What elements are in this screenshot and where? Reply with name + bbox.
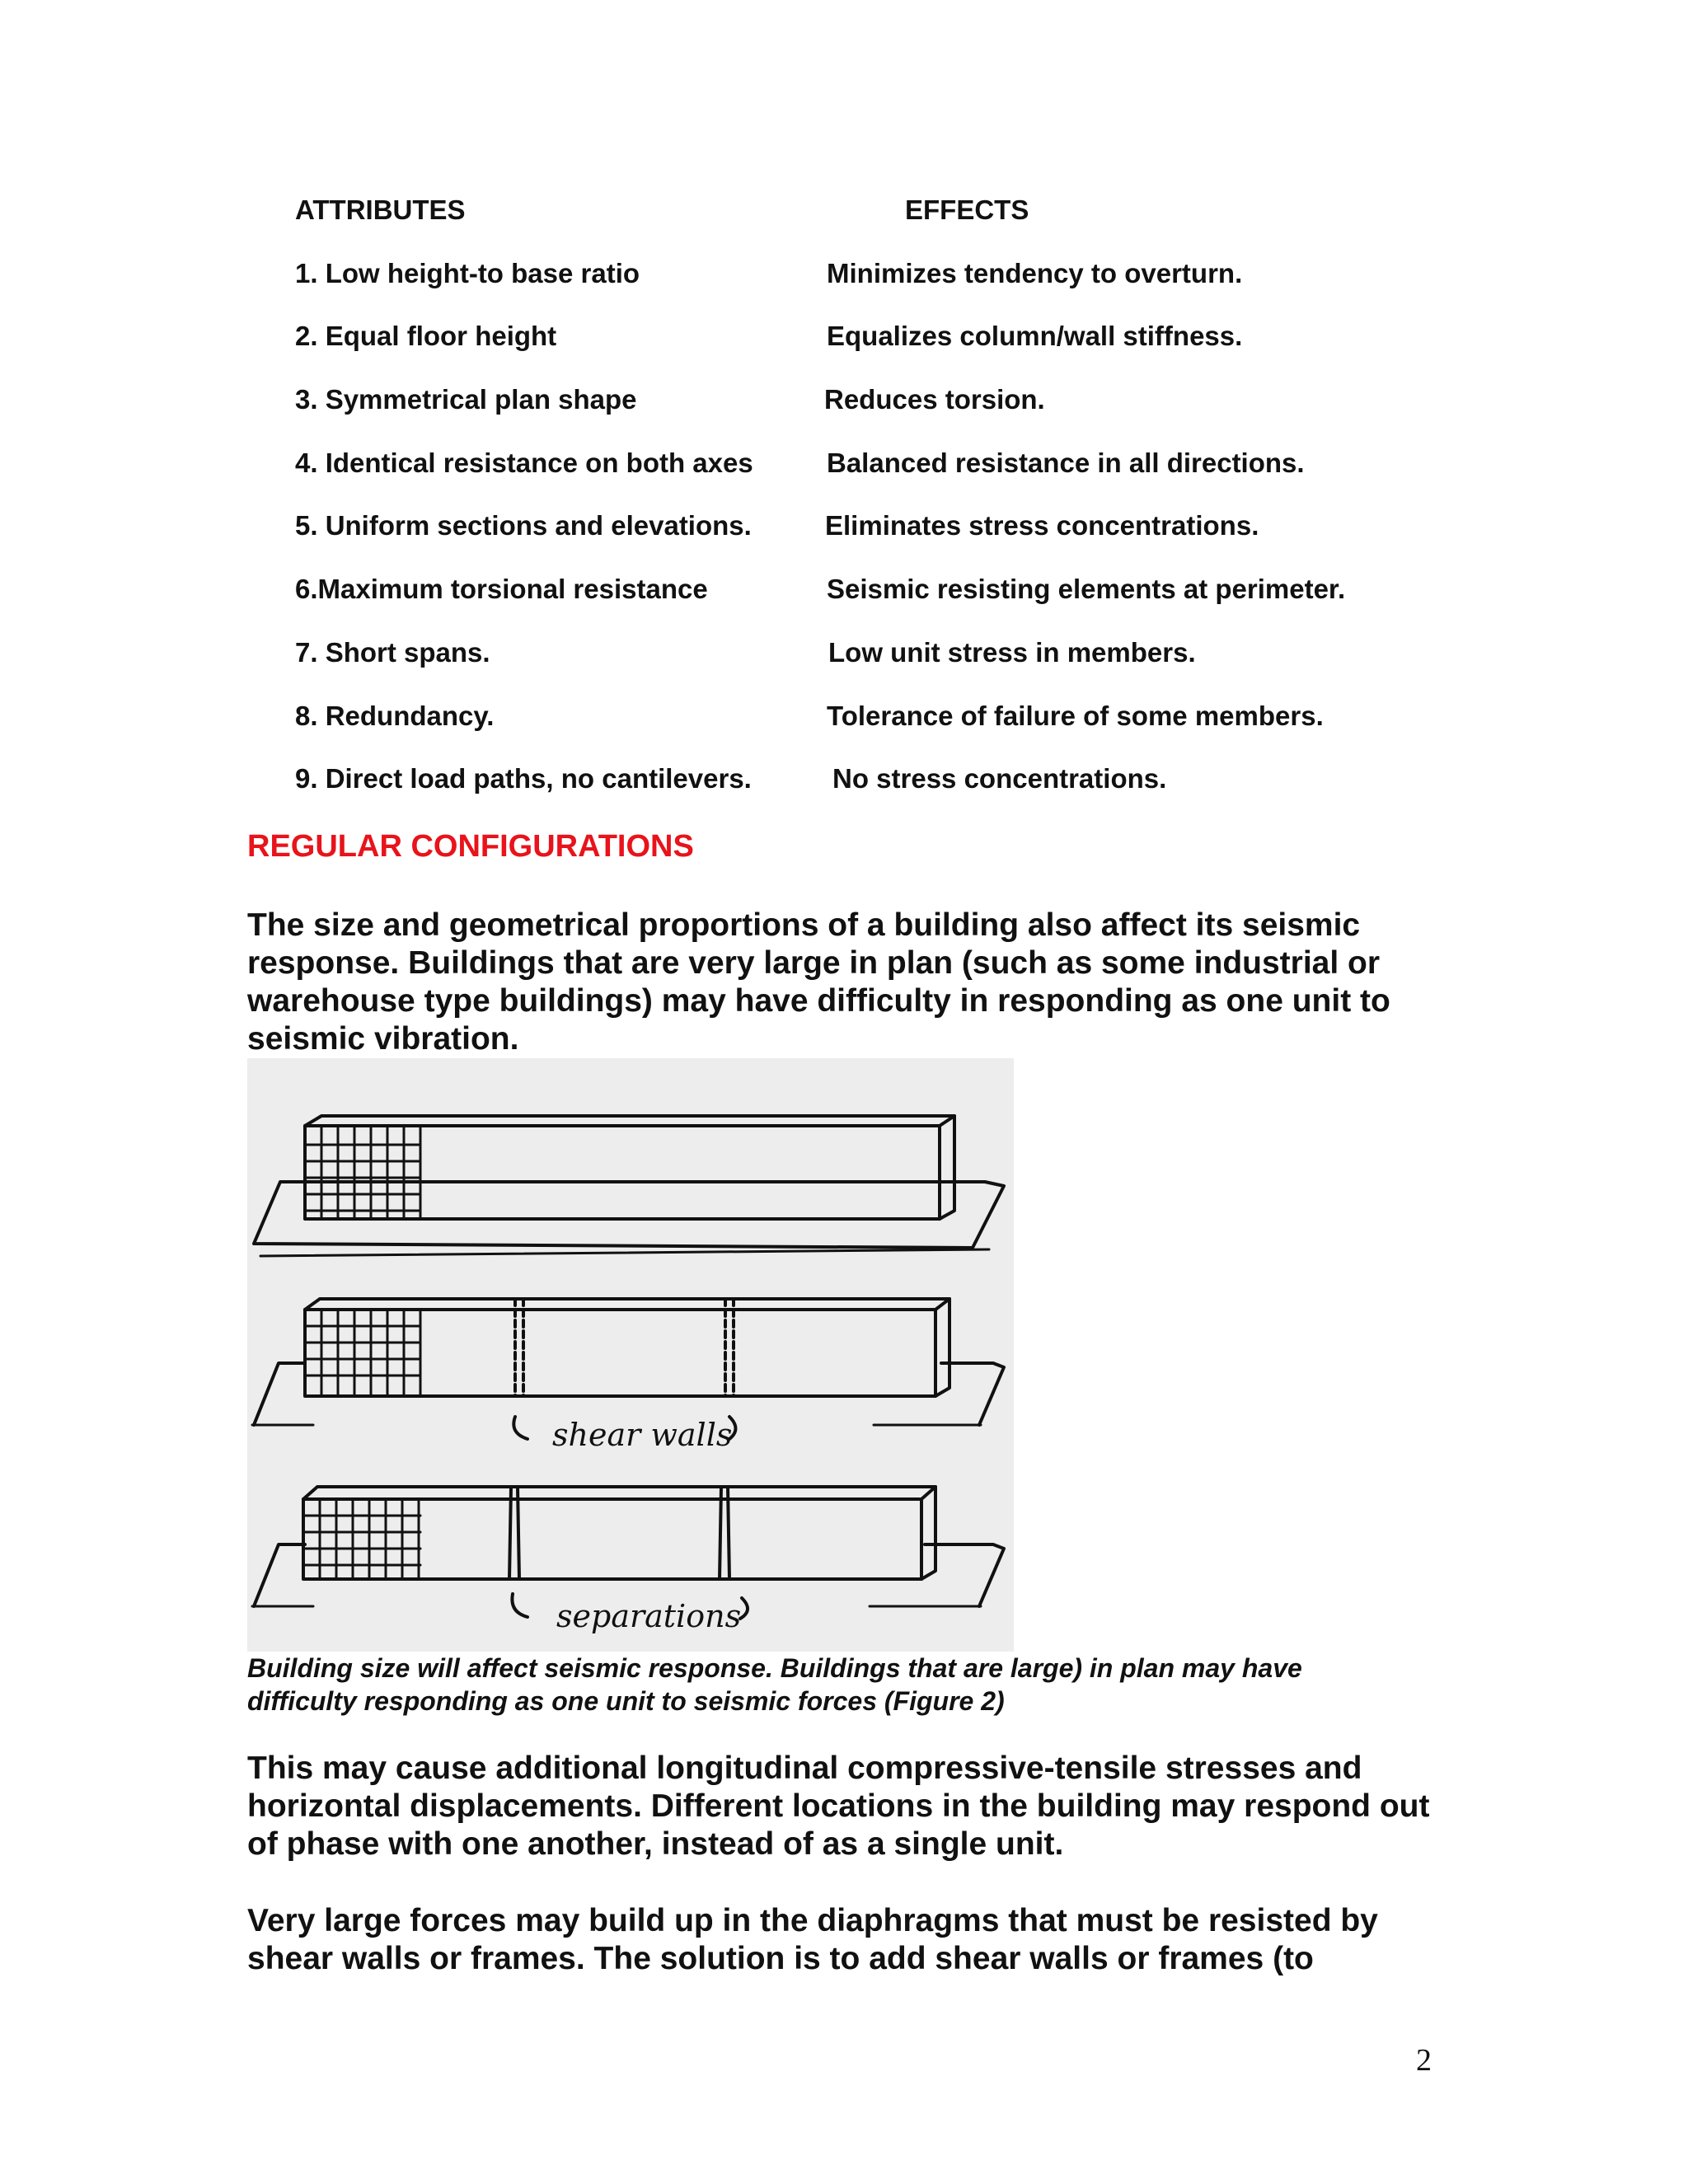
building-size-figure — [247, 1058, 1014, 1652]
attribute-cell: 8. Redundancy. — [295, 700, 495, 731]
table-row — [295, 510, 1482, 574]
attributes-effects-table — [295, 194, 1482, 827]
effect-cell: No stress concentrations. — [832, 763, 1167, 794]
effect-cell: Reduces torsion. — [824, 384, 1045, 415]
building-sketch — [247, 1058, 1014, 1652]
facade-grid — [303, 1499, 420, 1579]
column-header-attributes: ATTRIBUTES — [295, 194, 466, 225]
attribute-cell: 6.Maximum torsional resistance — [295, 574, 708, 605]
attribute-cell: 4. Identical resistance on both axes — [295, 447, 753, 478]
effect-cell: Eliminates stress concentrations. — [825, 510, 1259, 541]
table-row — [295, 321, 1482, 384]
paragraph-intro: The size and geometrical proportions of a building also affect its seismic response. Buildings that are very large in plan (such as some industrial or warehouse type buildings) may have difficulty in responding as one unit to seismic vibration. — [247, 907, 1390, 1057]
table-row — [295, 448, 1482, 511]
section-heading: REGULAR CONFIGURATIONS — [247, 829, 694, 864]
column-header-effects: EFFECTS — [905, 194, 1029, 225]
attribute-cell: 3. Symmetrical plan shape — [295, 384, 637, 415]
effect-cell: Low unit stress in members. — [828, 636, 1196, 668]
table-row — [295, 763, 1482, 827]
table-header-row — [295, 194, 1482, 258]
attribute-cell: 5. Uniform sections and elevations. — [295, 510, 752, 541]
table-row — [295, 258, 1482, 321]
figure-caption: Building size will affect seismic response. Buildings that are large) in plan may have difficulty responding as one unit to seismic forces (Figure 2) — [247, 1653, 1302, 1716]
attribute-cell: 7. Short spans. — [295, 636, 490, 668]
attribute-cell: 9. Direct load paths, no cantilevers. — [295, 763, 752, 794]
effect-cell: Tolerance of failure of some members. — [827, 700, 1324, 731]
sketch-single-building — [254, 1116, 1004, 1256]
effect-cell: Minimizes tendency to overturn. — [827, 257, 1243, 288]
effect-cell: Balanced resistance in all directions. — [827, 447, 1305, 478]
paragraph-stresses: This may cause additional longitudinal compressive-tensile stresses and horizontal displacements. Different locations in the building may respond out of phase with one another, instead of as a single unit. — [247, 1750, 1430, 1862]
table-row — [295, 701, 1482, 764]
table-row — [295, 574, 1482, 637]
label-shear-walls: shear walls — [552, 1417, 733, 1453]
facade-grid — [305, 1126, 420, 1219]
paragraph-diaphragms: Very large forces may build up in the diaphragms that must be resisted by shear walls or frames. The solution is to add shear walls or frames (to — [247, 1903, 1378, 1976]
label-separations: separations — [556, 1598, 742, 1634]
facade-grid — [305, 1310, 420, 1396]
table-row — [295, 637, 1482, 701]
table-row — [295, 384, 1482, 448]
page-number: 2 — [1416, 2043, 1432, 2078]
attribute-cell: 2. Equal floor height — [295, 321, 557, 352]
attribute-cell: 1. Low height-to base ratio — [295, 257, 640, 288]
effect-cell: Seismic resisting elements at perimeter. — [827, 574, 1346, 605]
effect-cell: Equalizes column/wall stiffness. — [827, 321, 1243, 352]
